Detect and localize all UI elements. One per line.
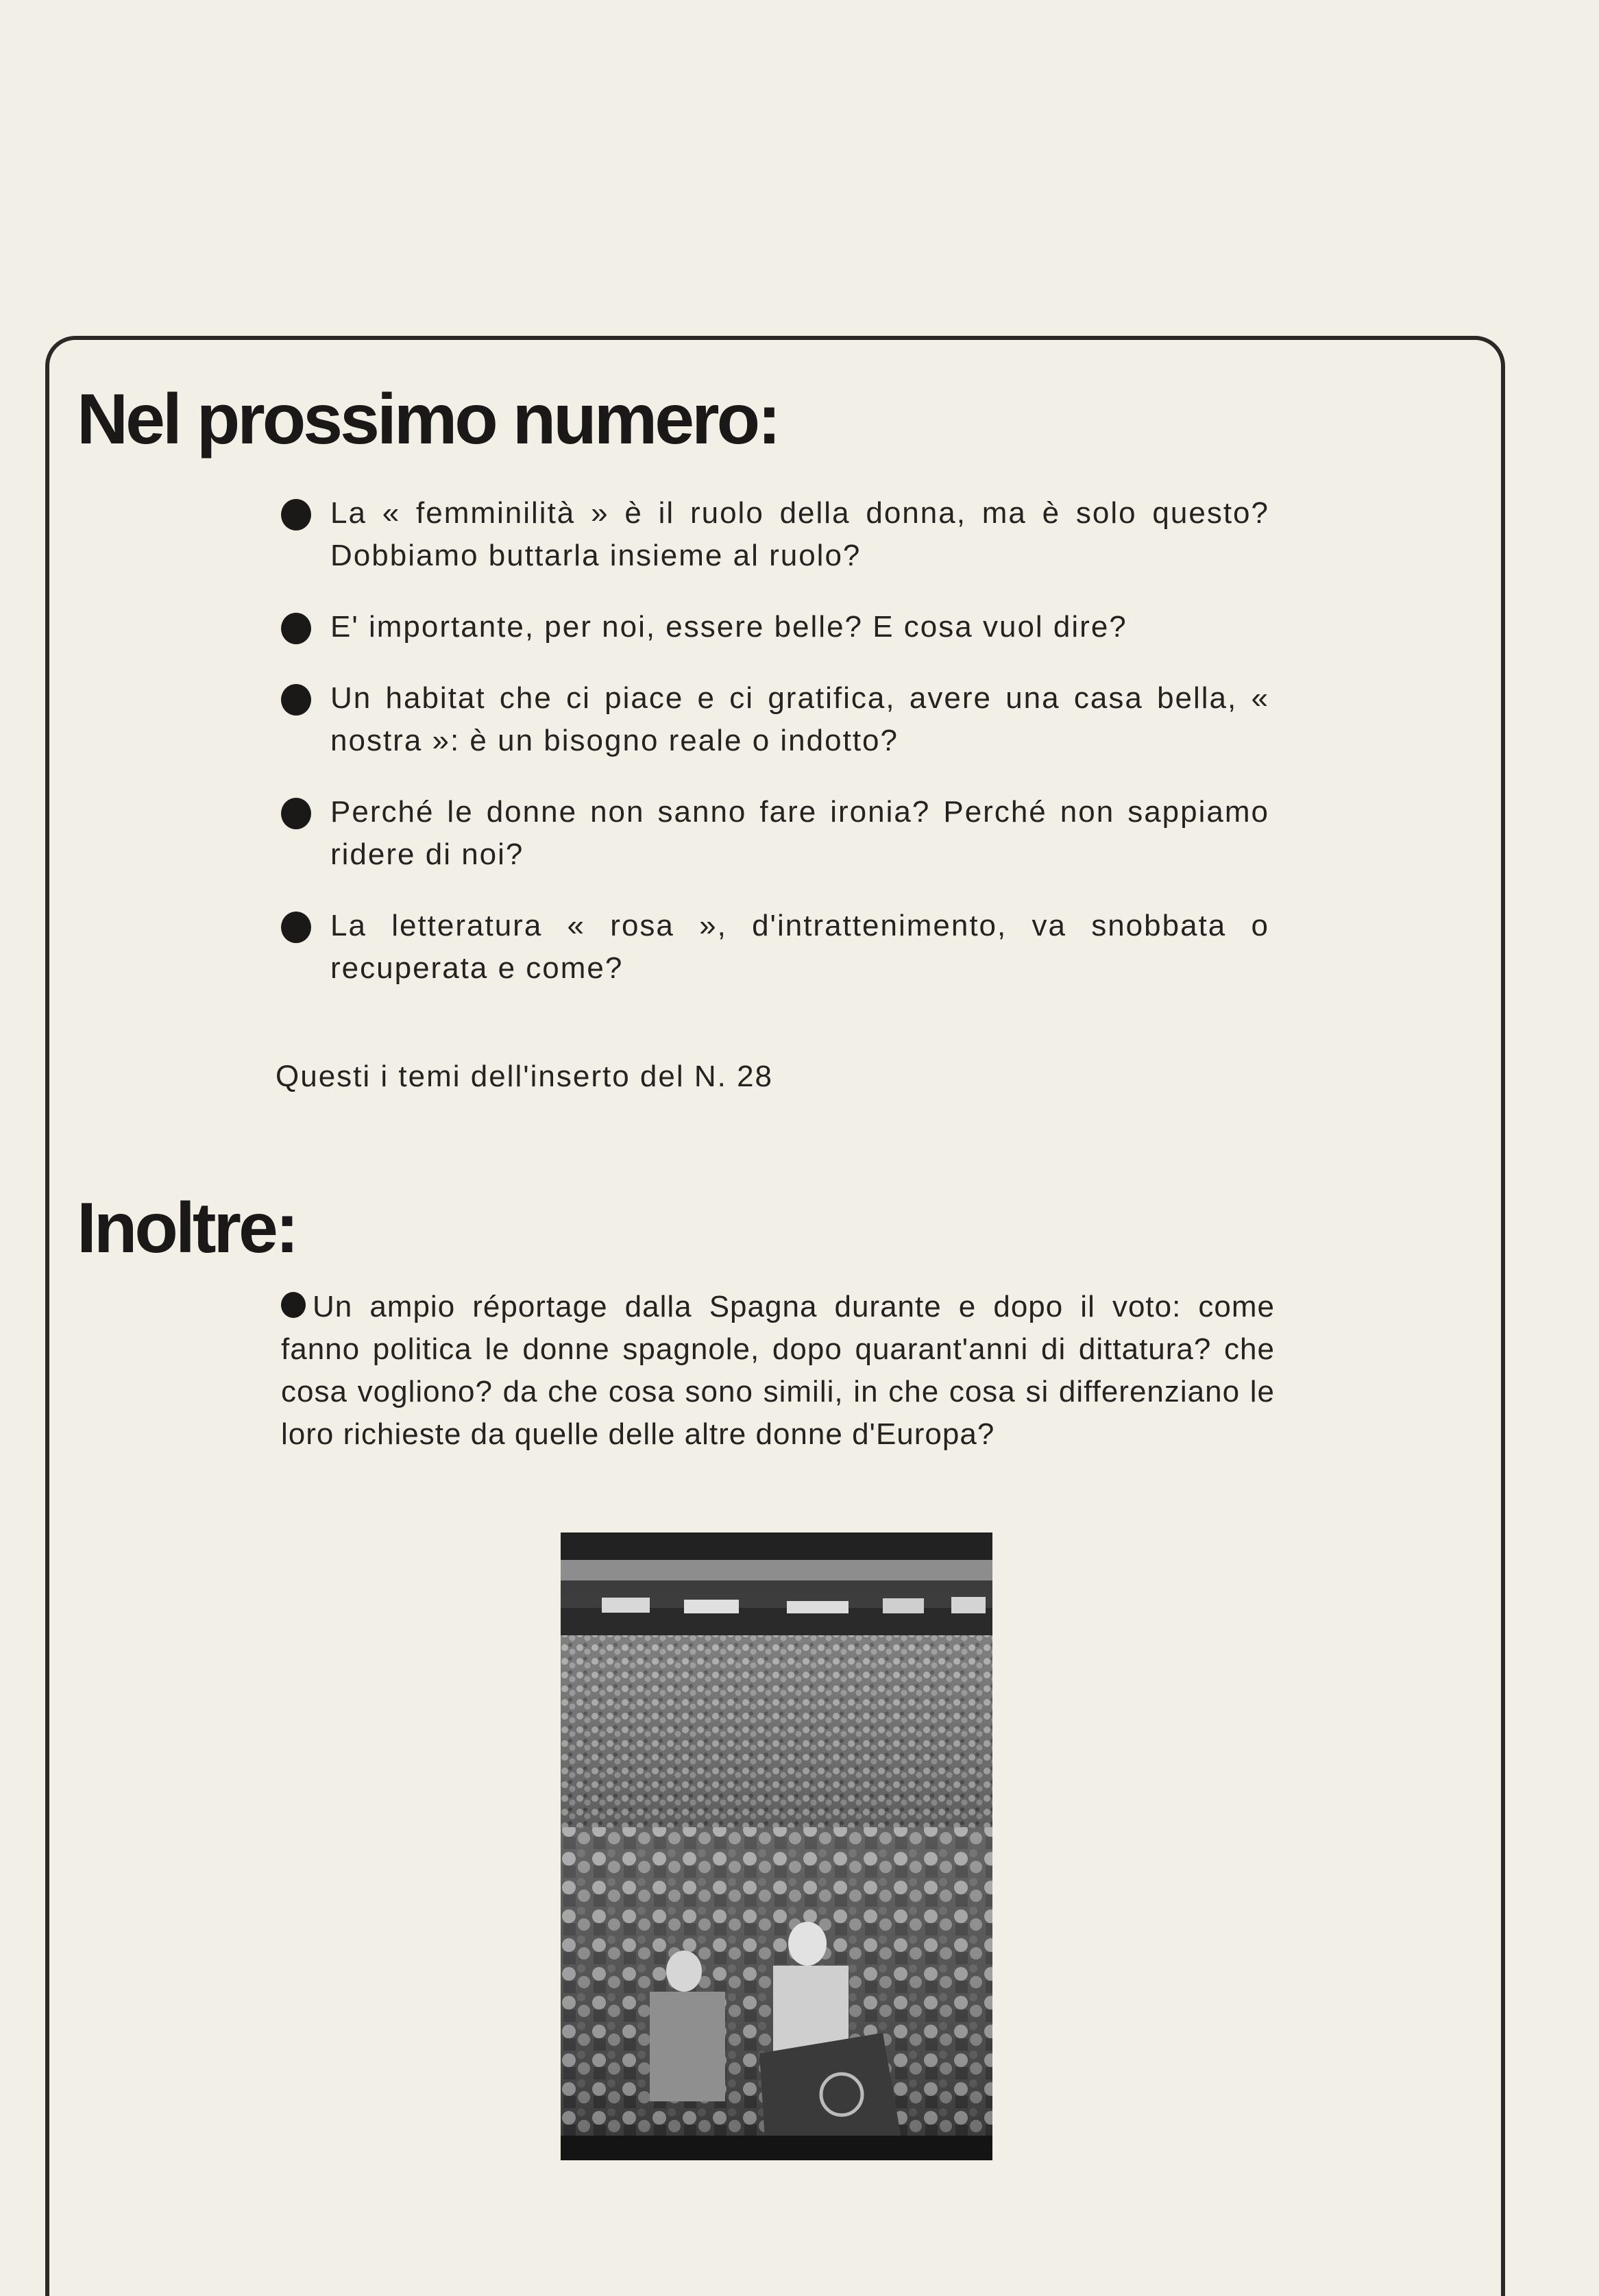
next-issue-heading: Nel prossimo numero:	[77, 380, 779, 459]
issue-note: Questi i temi dell'inserto del N. 28	[276, 1060, 774, 1093]
topic-text: La letteratura « rosa », d'intrattenimento, va snobbata o recuperata e come?	[330, 909, 1269, 985]
crowd-photo-image	[561, 1532, 992, 2160]
topic-text: E' importante, per noi, essere belle? E cosa vuol dire?	[330, 610, 1127, 644]
report-paragraph	[281, 1286, 1275, 1456]
bullet-icon	[281, 499, 311, 530]
topic-item	[276, 677, 1269, 762]
bullet-icon	[281, 1292, 306, 1318]
crowd-photo	[561, 1532, 992, 2160]
topic-item	[276, 905, 1269, 990]
topic-text: Un habitat che ci piace e ci gratifica, avere una casa bella, « nostra »: è un bisogno reale o indotto?	[330, 681, 1269, 757]
bullet-icon	[281, 613, 311, 644]
bullet-icon	[281, 684, 311, 716]
report-text: Un ampio réportage dalla Spagna durante e dopo il voto: come fanno politica le donne spagnole, dopo quarant'anni di dittatura? che cosa vogliono? da che cosa sono simili, in che cosa si differenziano le loro richieste da quelle delle altre donne d'Europa?	[281, 1290, 1275, 1451]
bullet-icon	[281, 798, 311, 829]
also-heading: Inoltre:	[77, 1188, 297, 1268]
topic-list	[276, 492, 1269, 1018]
topic-item	[276, 791, 1269, 876]
topic-item	[276, 492, 1269, 577]
topic-text: La « femminilità » è il ruolo della donna, ma è solo questo? Dobbiamo buttarla insieme al ruolo?	[330, 496, 1269, 572]
topic-item	[276, 606, 1269, 648]
bullet-icon	[281, 912, 311, 943]
topic-text: Perché le donne non sanno fare ironia? Perché non sappiamo ridere di noi?	[330, 795, 1269, 871]
